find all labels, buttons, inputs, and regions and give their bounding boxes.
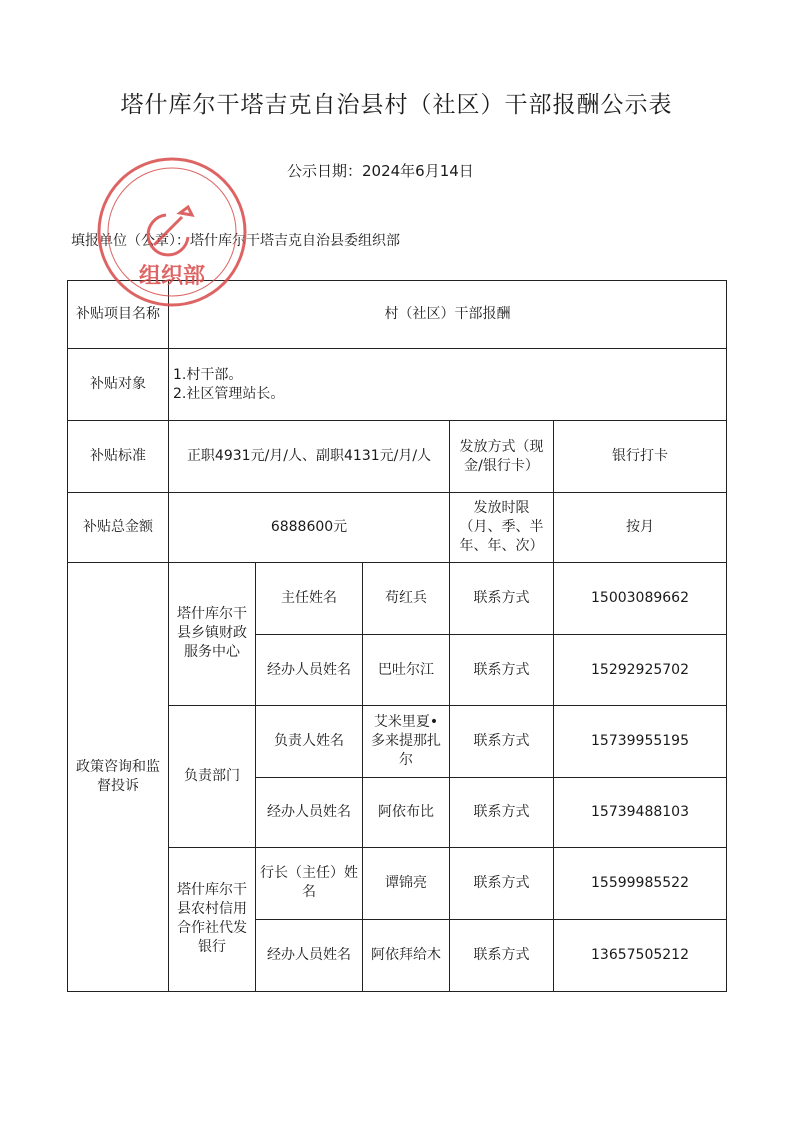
phone-number: 15599985522	[554, 847, 727, 919]
phone-number: 15003089662	[554, 563, 727, 635]
org-name: 负责部门	[169, 705, 256, 847]
subsidy-table	[67, 280, 727, 992]
contact-label: 联系方式	[450, 635, 554, 705]
standard-label: 补贴标准	[68, 421, 169, 493]
policy-label: 政策咨询和监督投诉	[68, 563, 169, 992]
phone-number: 15292925702	[554, 635, 727, 705]
role-label: 负责人姓名	[256, 705, 363, 777]
target-item-2: 2.社区管理站长。	[173, 385, 285, 402]
contact-label: 联系方式	[450, 919, 554, 991]
role-label: 主任姓名	[256, 563, 363, 635]
role-label: 经办人员姓名	[256, 635, 363, 705]
person-name: 巴吐尔江	[363, 635, 450, 705]
phone-number: 15739488103	[554, 777, 727, 847]
contact-label: 联系方式	[450, 705, 554, 777]
pay-method-value: 银行打卡	[554, 421, 727, 493]
project-label: 补贴项目名称	[68, 281, 169, 349]
person-name: 谭锦亮	[363, 847, 450, 919]
reporting-unit: 填报单位（公章）：塔什库尔干塔吉克自治县委组织部	[71, 233, 400, 249]
contact-label: 联系方式	[450, 563, 554, 635]
contact-label: 联系方式	[450, 777, 554, 847]
person-name: 阿依布比	[363, 777, 450, 847]
person-name: 艾米里夏•多来提那扎尔	[363, 705, 450, 777]
target-label: 补贴对象	[68, 349, 169, 421]
org-name: 塔什库尔干县农村信用合作社代发银行	[169, 847, 256, 991]
period-value: 按月	[554, 493, 727, 563]
project-value: 村（社区）干部报酬	[169, 281, 727, 349]
table-row	[68, 493, 727, 563]
person-name: 阿依拜给木	[363, 919, 450, 991]
total-value: 6888600元	[169, 493, 450, 563]
table-row	[68, 563, 727, 635]
official-seal-icon	[92, 155, 252, 310]
role-label: 经办人员姓名	[256, 919, 363, 991]
table-row	[68, 421, 727, 493]
phone-number: 13657505212	[554, 919, 727, 991]
period-label: 发放时限（月、季、半年、年、次）	[450, 493, 554, 563]
target-value	[169, 349, 727, 421]
role-label: 经办人员姓名	[256, 777, 363, 847]
contact-label: 联系方式	[450, 847, 554, 919]
page-title: 塔什库尔干塔吉克自治县村（社区）干部报酬公示表	[120, 92, 673, 118]
table-row	[68, 349, 727, 421]
target-item-1: 1.村干部。	[173, 366, 243, 383]
total-label: 补贴总金额	[68, 493, 169, 563]
role-label: 行长（主任）姓名	[256, 847, 363, 919]
pay-method-label: 发放方式（现金/银行卡）	[450, 421, 554, 493]
svg-text:组织部: 组织部	[138, 264, 206, 289]
org-name: 塔什库尔干县乡镇财政服务中心	[169, 563, 256, 705]
phone-number: 15739955195	[554, 705, 727, 777]
person-name: 苟红兵	[363, 563, 450, 635]
standard-value: 正职4931元/月/人、副职4131元/月/人	[169, 421, 450, 493]
publish-date: 公示日期：2024年6月14日	[287, 162, 474, 180]
